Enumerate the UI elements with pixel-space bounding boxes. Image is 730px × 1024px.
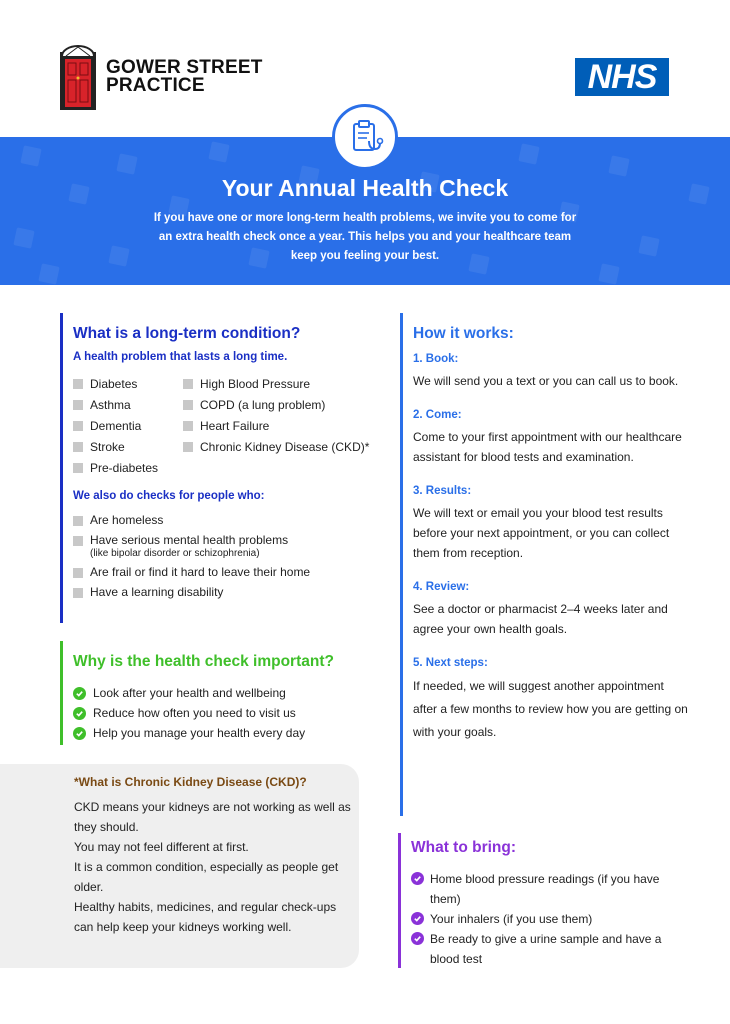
step-text: We will text or email you your blood test results before your next appointment, or you can collect them from reception. (413, 506, 670, 560)
list-item: Have serious mental health problems (like bipolar disorder or schizophrenia) (73, 532, 385, 560)
red-door-icon (58, 42, 98, 112)
step-text: Come to your first appointment with our healthcare assistant for blood tests and examination. (413, 430, 682, 464)
square-bullet-icon (73, 588, 83, 598)
square-bullet-icon (73, 568, 83, 578)
nhs-logo: NHS (575, 58, 669, 96)
step-title: 1. Book: (413, 353, 459, 365)
practice-logo (58, 42, 263, 112)
step-title: 5. Next steps: (413, 657, 488, 669)
check-circle-icon (73, 727, 86, 740)
ckd-body (74, 797, 354, 937)
ckd-paragraph: It is a common condition, especially as people get older. (74, 860, 339, 894)
square-bullet-icon (73, 379, 83, 389)
long-term-heading: What is a long-term condition? (73, 325, 301, 342)
list-item: Heart Failure (183, 417, 373, 434)
also-checks-heading: We also do checks for people who: (73, 490, 265, 502)
how-it-works-section (400, 313, 690, 816)
long-term-condition-section (60, 313, 385, 623)
why-heading: Why is the health check important? (73, 653, 334, 670)
bring-list (411, 869, 688, 969)
check-circle-icon (73, 707, 86, 720)
ckd-title: *What is Chronic Kidney Disease (CKD)? (74, 775, 307, 789)
square-bullet-icon (183, 379, 193, 389)
square-bullet-icon (73, 421, 83, 431)
how-heading: How it works: (413, 325, 514, 342)
why-important-section (60, 641, 385, 745)
step-title: 3. Results: (413, 485, 472, 497)
check-circle-icon (411, 932, 424, 945)
clipboard-stethoscope-icon (332, 104, 398, 170)
what-to-bring-section (398, 833, 688, 968)
square-bullet-icon (183, 442, 193, 452)
check-circle-icon (411, 912, 424, 925)
practice-name-line2: PRACTICE (106, 75, 205, 96)
step-text: If needed, we will suggest another appointment after a few months to review how you are getting on with your goals. (413, 679, 688, 739)
list-item-note: (like bipolar disorder or schizophrenia) (90, 548, 260, 559)
square-bullet-icon (73, 442, 83, 452)
practice-name-line1: GOWER STREET (106, 57, 263, 78)
list-item: Your inhalers (if you use them) (411, 909, 688, 929)
ckd-paragraph: CKD means your kidneys are not working as well as they should. (74, 800, 351, 834)
list-item: Have a learning disability (73, 584, 385, 600)
ckd-paragraph: Healthy habits, medicines, and regular check-ups can help keep your kidneys working well. (74, 900, 337, 934)
ckd-info-panel (0, 764, 359, 968)
list-item: Are frail or find it hard to leave their home (73, 564, 385, 580)
why-list (73, 683, 385, 743)
step-text: See a doctor or pharmacist 2–4 weeks later and agree your own health goals. (413, 602, 668, 636)
list-item: Are homeless (73, 512, 385, 528)
conditions-list (73, 375, 385, 476)
people-list (73, 512, 385, 600)
list-item: Home blood pressure readings (if you have them) (411, 869, 688, 909)
page-intro: If you have one or more long-term health problems, we invite you to come for an extra health check once a year. This helps you and your healthcare team keep you feeling your best. (153, 212, 577, 262)
list-item: Stroke (73, 438, 183, 455)
list-item: Asthma (73, 396, 183, 413)
list-item: Pre-diabetes (73, 459, 183, 476)
list-item: Help you manage your health every day (73, 723, 385, 743)
list-item: Dementia (73, 417, 183, 434)
step-title: 4. Review: (413, 581, 470, 593)
page-title: Your Annual Health Check (221, 175, 509, 201)
square-bullet-icon (73, 516, 83, 526)
check-circle-icon (411, 872, 424, 885)
list-item: Be ready to give a urine sample and have a blood test (411, 929, 688, 969)
square-bullet-icon (73, 463, 83, 473)
square-bullet-icon (73, 400, 83, 410)
step-text: We will send you a text or you can call us to book. (413, 374, 679, 388)
square-bullet-icon (73, 536, 83, 546)
square-bullet-icon (183, 421, 193, 431)
check-circle-icon (73, 687, 86, 700)
list-item: Diabetes (73, 375, 183, 392)
list-item: COPD (a lung problem) (183, 396, 373, 413)
list-item: High Blood Pressure (183, 375, 373, 392)
list-item: Look after your health and wellbeing (73, 683, 385, 703)
bring-heading: What to bring: (411, 839, 517, 856)
list-item: Chronic Kidney Disease (CKD)* (183, 438, 373, 455)
step-title: 2. Come: (413, 409, 462, 421)
square-bullet-icon (183, 400, 193, 410)
ckd-paragraph: You may not feel different at first. (74, 840, 249, 854)
list-item: Reduce how often you need to visit us (73, 703, 385, 723)
long-term-definition: A health problem that lasts a long time. (73, 351, 288, 363)
